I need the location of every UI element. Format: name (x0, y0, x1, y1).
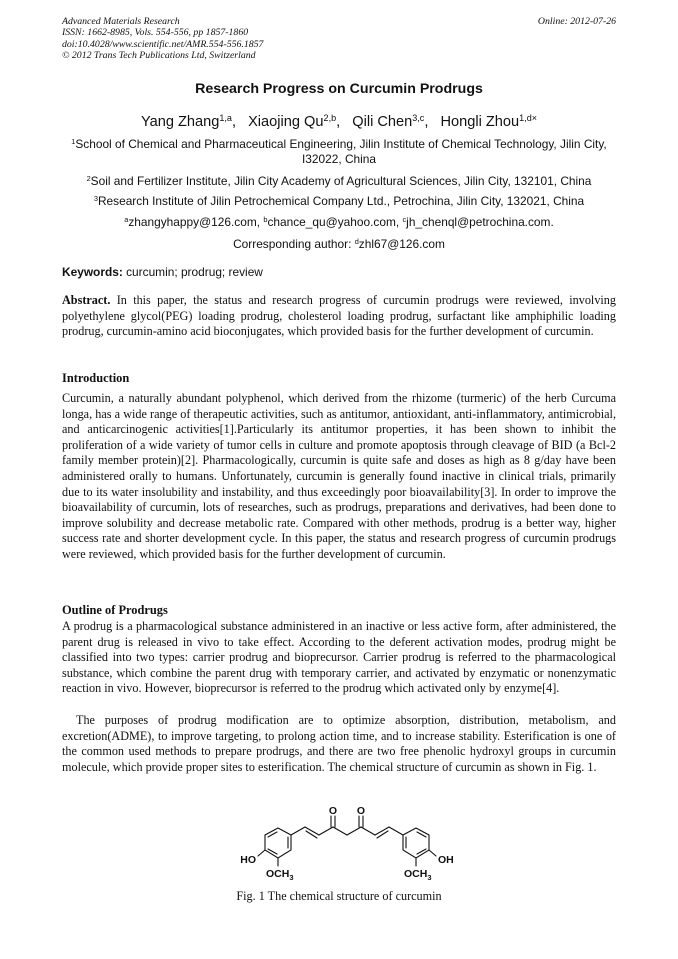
issn-line: ISSN: 1662-8985, Vols. 554-556, pp 1857-1860 (62, 27, 249, 39)
author-sup: 1,d× (519, 113, 538, 124)
email-sup: a (124, 214, 129, 224)
affiliation-sup: 3 (93, 193, 98, 203)
methoxy-label (404, 868, 432, 882)
hydroxyl-label: OH (438, 854, 454, 866)
author-name: Hongli Zhou (440, 114, 520, 130)
carbonyl-oxygen-label: O (356, 805, 366, 817)
outline-paragraph-2: The purposes of prodrug modification are to optimize absorption, distribution, metabolism, and excretion(ADME), to improve targeting, to prolong action time, and to increase stability. Esterification is one of the common used methods to prepare prodrugs, and there are two free phenolic hydroxyl groups in curcumin molecule, which provide proper sites to esterification. The chemical structure of curcumin as shown in Fig. 1. (62, 713, 616, 774)
curcumin-structure-diagram (226, 803, 466, 893)
chain-bond (375, 827, 389, 835)
section-heading-introduction: Introduction (62, 371, 130, 385)
methoxy-subscript: 3 (289, 873, 294, 882)
abstract-label: Abstract. (62, 293, 111, 307)
author-list (0, 114, 678, 130)
affiliation-1 (62, 137, 616, 167)
chain-bond (361, 827, 375, 835)
author-name: Xiaojing Qu (248, 114, 324, 130)
chain-double-bond (306, 831, 317, 838)
affiliation-3 (62, 194, 616, 209)
email-separator: , (395, 215, 403, 229)
keywords-text: curcumin; prodrug; review (122, 265, 263, 279)
chain-bond (319, 827, 333, 835)
chain-bond (333, 827, 347, 835)
email-link[interactable]: chance_qu@yahoo.com (267, 215, 396, 229)
methoxy-text: OCH (404, 868, 428, 880)
chain-bond (305, 827, 319, 835)
author (352, 114, 428, 130)
author-separator: , (336, 114, 341, 130)
online-date: Online: 2012-07-26 (537, 16, 616, 27)
chain-bond (389, 827, 403, 835)
copyright-line: © 2012 Trans Tech Publications Ltd, Switzerland (62, 50, 256, 62)
methoxy-label (266, 868, 294, 882)
email-sup: c (402, 214, 407, 224)
email-separator: . (550, 215, 554, 229)
affiliation-text: School of Chemical and Pharmaceutical Engineering, Jilin Institute of Chemical Technology, Jilin City, I32022, China (75, 137, 607, 167)
methoxy-subscript: 3 (427, 873, 432, 882)
keywords-label: Keywords: (62, 265, 123, 279)
affiliation-sup: 1 (71, 136, 76, 146)
carbonyl-oxygen-label: O (328, 805, 338, 817)
chain-double-bond (377, 831, 388, 838)
corresponding-author (0, 237, 678, 251)
email-list (0, 215, 678, 229)
outline-paragraph-1: A prodrug is a pharmacological substance administered in an inactive or less active form, after administered, the parent drug is released in vivo to take effect. According to the deferent activation modes, prodrug might be classified into two types: carrier prodrug and bioprecursor. Carrier prodrug is referred to the pharmacological substance, which combine the parent drug with temporary carrier, and activated by enzymatic or nonenzymatic reaction in vivo. However, bioprecursor is referred to the prodrug which activated only by enzyme[4]. (62, 619, 616, 696)
right-hydroxyl-bond (429, 850, 436, 856)
introduction-paragraph: Curcumin, a naturally abundant polyphenol, which derived from the rhizome (turmeric) of the herb Curcuma longa, has a wide range of therapeutic activities, such as antitumor, antioxidant, anti-inflammatory, antimicrobial, and anticarcinogenic activities[1].Particularly its antitumor properties, it has been shown to inhibit the proliferation of a wide variety of tumor cells in culture and promote apoptosis through cleavage of BID (a Bcl-2 family member protein)[2]. Pharmacologically, curcumin is quite safe and doses as high as 8 g/day have been administered orally to humans. Unfortunately, curcumin is generally found inactive in clinical trials, primarily due to its water insolubility and instability, and thus exceedingly poor bioavailability[3]. In order to improve the bioavailability of curcumin, lots of researches, such as prodrugs, preparations and derivatives, had been done to improve solubility and decrease metabolic rate. Compared with other methods, prodrug is a better way, higher success rate and shorter development cycle. In this paper, the status and research progress of curcumin prodrugs were reviewed, which provided basis for the further development of curcumin. (62, 391, 616, 561)
abstract (62, 293, 616, 340)
chain-bond (291, 827, 305, 835)
author-sup: 2,b (323, 113, 337, 124)
journal-header (62, 16, 263, 62)
author (141, 114, 236, 130)
right-benzene-ring (403, 828, 429, 858)
affiliation-2 (62, 174, 616, 189)
email-sup: b (263, 214, 268, 224)
journal-name: Advanced Materials Research (62, 16, 180, 27)
author-name: Qili Chen (352, 114, 413, 130)
affiliation-sup: 2 (86, 173, 91, 183)
author-sup: 3,c (412, 113, 425, 124)
author-separator: , (424, 114, 429, 130)
chain-bond (347, 827, 361, 835)
corresponding-label: Corresponding author: (233, 237, 355, 251)
abstract-text: In this paper, the status and research progress of curcumin prodrugs were reviewed, involving polyethylene glycol(PEG) loading prodrug, cholesterol loading prodrug, surfactant like amphiphilic loading prodrug, curcumin-amino acid bioconjugates, which provided basis for the further development of curcumin. (62, 293, 616, 339)
author-separator: , (231, 114, 237, 130)
left-benzene-ring (265, 828, 291, 858)
section-heading-outline: Outline of Prodrugs (62, 603, 168, 617)
methoxy-text: OCH (266, 868, 290, 880)
author (440, 114, 537, 130)
curcumin-structure-figure (226, 803, 466, 893)
corresponding-email[interactable]: zhl67@126.com (358, 237, 445, 251)
corresponding-sup: d (354, 236, 359, 246)
author-sup: 1,a (219, 113, 232, 124)
left-hydroxyl-bond (258, 850, 265, 856)
keywords (62, 265, 263, 279)
author (248, 114, 340, 130)
email-separator: , (256, 215, 264, 229)
paper-title: Research Progress on Curcumin Prodrugs (195, 81, 483, 97)
email-link[interactable]: zhangyhappy@126.com (128, 215, 257, 229)
author-name: Yang Zhang (140, 114, 220, 130)
doi-line[interactable]: doi:10.4028/www.scientific.net/AMR.554-556.1857 (62, 38, 264, 50)
email-link[interactable]: jh_chenql@petrochina.com (406, 215, 551, 229)
affiliation-text: Soil and Fertilizer Institute, Jilin City Academy of Agricultural Sciences, Jilin City, 132101, China (90, 174, 592, 188)
affiliation-text: Research Institute of Jilin Petrochemical Company Ltd., Petrochina, Jilin City, 132021, China (97, 194, 585, 208)
hydroxyl-label: HO (240, 854, 256, 866)
figure-caption: Fig. 1 The chemical structure of curcumin (236, 889, 442, 903)
